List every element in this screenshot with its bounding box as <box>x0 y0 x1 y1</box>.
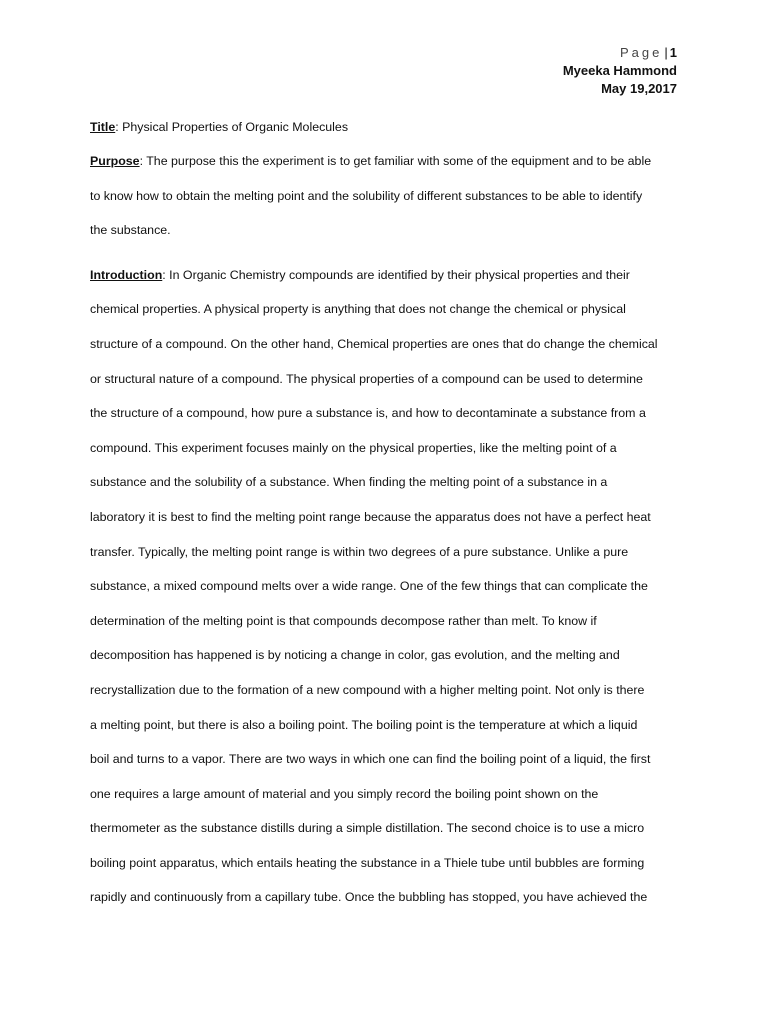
document-body <box>90 118 680 915</box>
page-label: Page <box>620 45 663 60</box>
title-label: Title <box>90 120 116 134</box>
introduction-line: the structure of a compound, how pure a substance is, and how to decontaminate a substance from a <box>90 406 646 421</box>
introduction-line: determination of the melting point is that compounds decompose rather than melt. To know if <box>90 613 597 628</box>
introduction-line: substance, a mixed compound melts over a wide range. One of the few things that can complicate the <box>90 579 648 594</box>
purpose-section <box>90 144 680 248</box>
introduction-line: thermometer as the substance distills during a simple distillation. The second choice is to use a micro <box>90 821 645 836</box>
page-header <box>563 44 677 98</box>
introduction-line: structure of a compound. On the other hand, Chemical properties are ones that do change the chemical <box>90 336 658 351</box>
introduction-line: boil and turns to a vapor. There are two ways in which one can find the boiling point of a liquid, the first <box>90 752 651 767</box>
introduction-line: decomposition has happened is by noticing a change in color, gas evolution, and the melting and <box>90 648 620 663</box>
introduction-line: one requires a large amount of material and you simply record the boiling point shown on the <box>90 786 599 801</box>
title-text: Physical Properties of Organic Molecules <box>122 120 349 134</box>
introduction-line: or structural nature of a compound. The physical properties of a compound can be used to determine <box>90 371 643 386</box>
author-name: Myeeka Hammond <box>562 63 677 78</box>
introduction-line: chemical properties. A physical property is anything that does not change the chemical or physical <box>90 302 626 317</box>
page-number: 1 <box>669 45 677 60</box>
introduction-line: compound. This experiment focuses mainly on the physical properties, like the melting point of a <box>90 440 617 455</box>
purpose-line: the substance. <box>90 223 171 238</box>
introduction-line: rapidly and continuously from a capillary tube. Once the bubbling has stopped, you have achieved the <box>90 890 648 905</box>
purpose-line: to know how to obtain the melting point and the solubility of different substances to be able to identify <box>90 188 643 203</box>
introduction-line: a melting point, but there is also a boiling point. The boiling point is the temperature at which a liquid <box>90 717 638 732</box>
introduction-label: Introduction <box>90 267 163 282</box>
document-date: May 19,2017 <box>601 81 677 96</box>
introduction-line: transfer. Typically, the melting point range is within two degrees of a pure substance. Unlike a pure <box>90 544 629 559</box>
introduction-line: laboratory it is best to find the melting point range because the apparatus does not have a perfect heat <box>90 509 651 524</box>
introduction-line: recrystallization due to the formation of a new compound with a higher melting point. Not only is there <box>90 682 645 697</box>
page-number-row <box>563 44 677 62</box>
title-section: Title: Physical Properties of Organic Molecules <box>90 120 349 134</box>
introduction-section <box>90 258 680 915</box>
purpose-line: Purpose: The purpose this the experiment is to get familiar with some of the equipment and to be able <box>90 154 652 168</box>
purpose-label: Purpose <box>90 154 140 168</box>
page-separator: | <box>664 45 668 60</box>
introduction-line: substance and the solubility of a substance. When finding the melting point of a substance in a <box>90 475 608 490</box>
introduction-line: Introduction: In Organic Chemistry compounds are identified by their physical properties and their <box>90 267 630 282</box>
introduction-line: boiling point apparatus, which entails heating the substance in a Thiele tube until bubbles are forming <box>90 855 645 870</box>
